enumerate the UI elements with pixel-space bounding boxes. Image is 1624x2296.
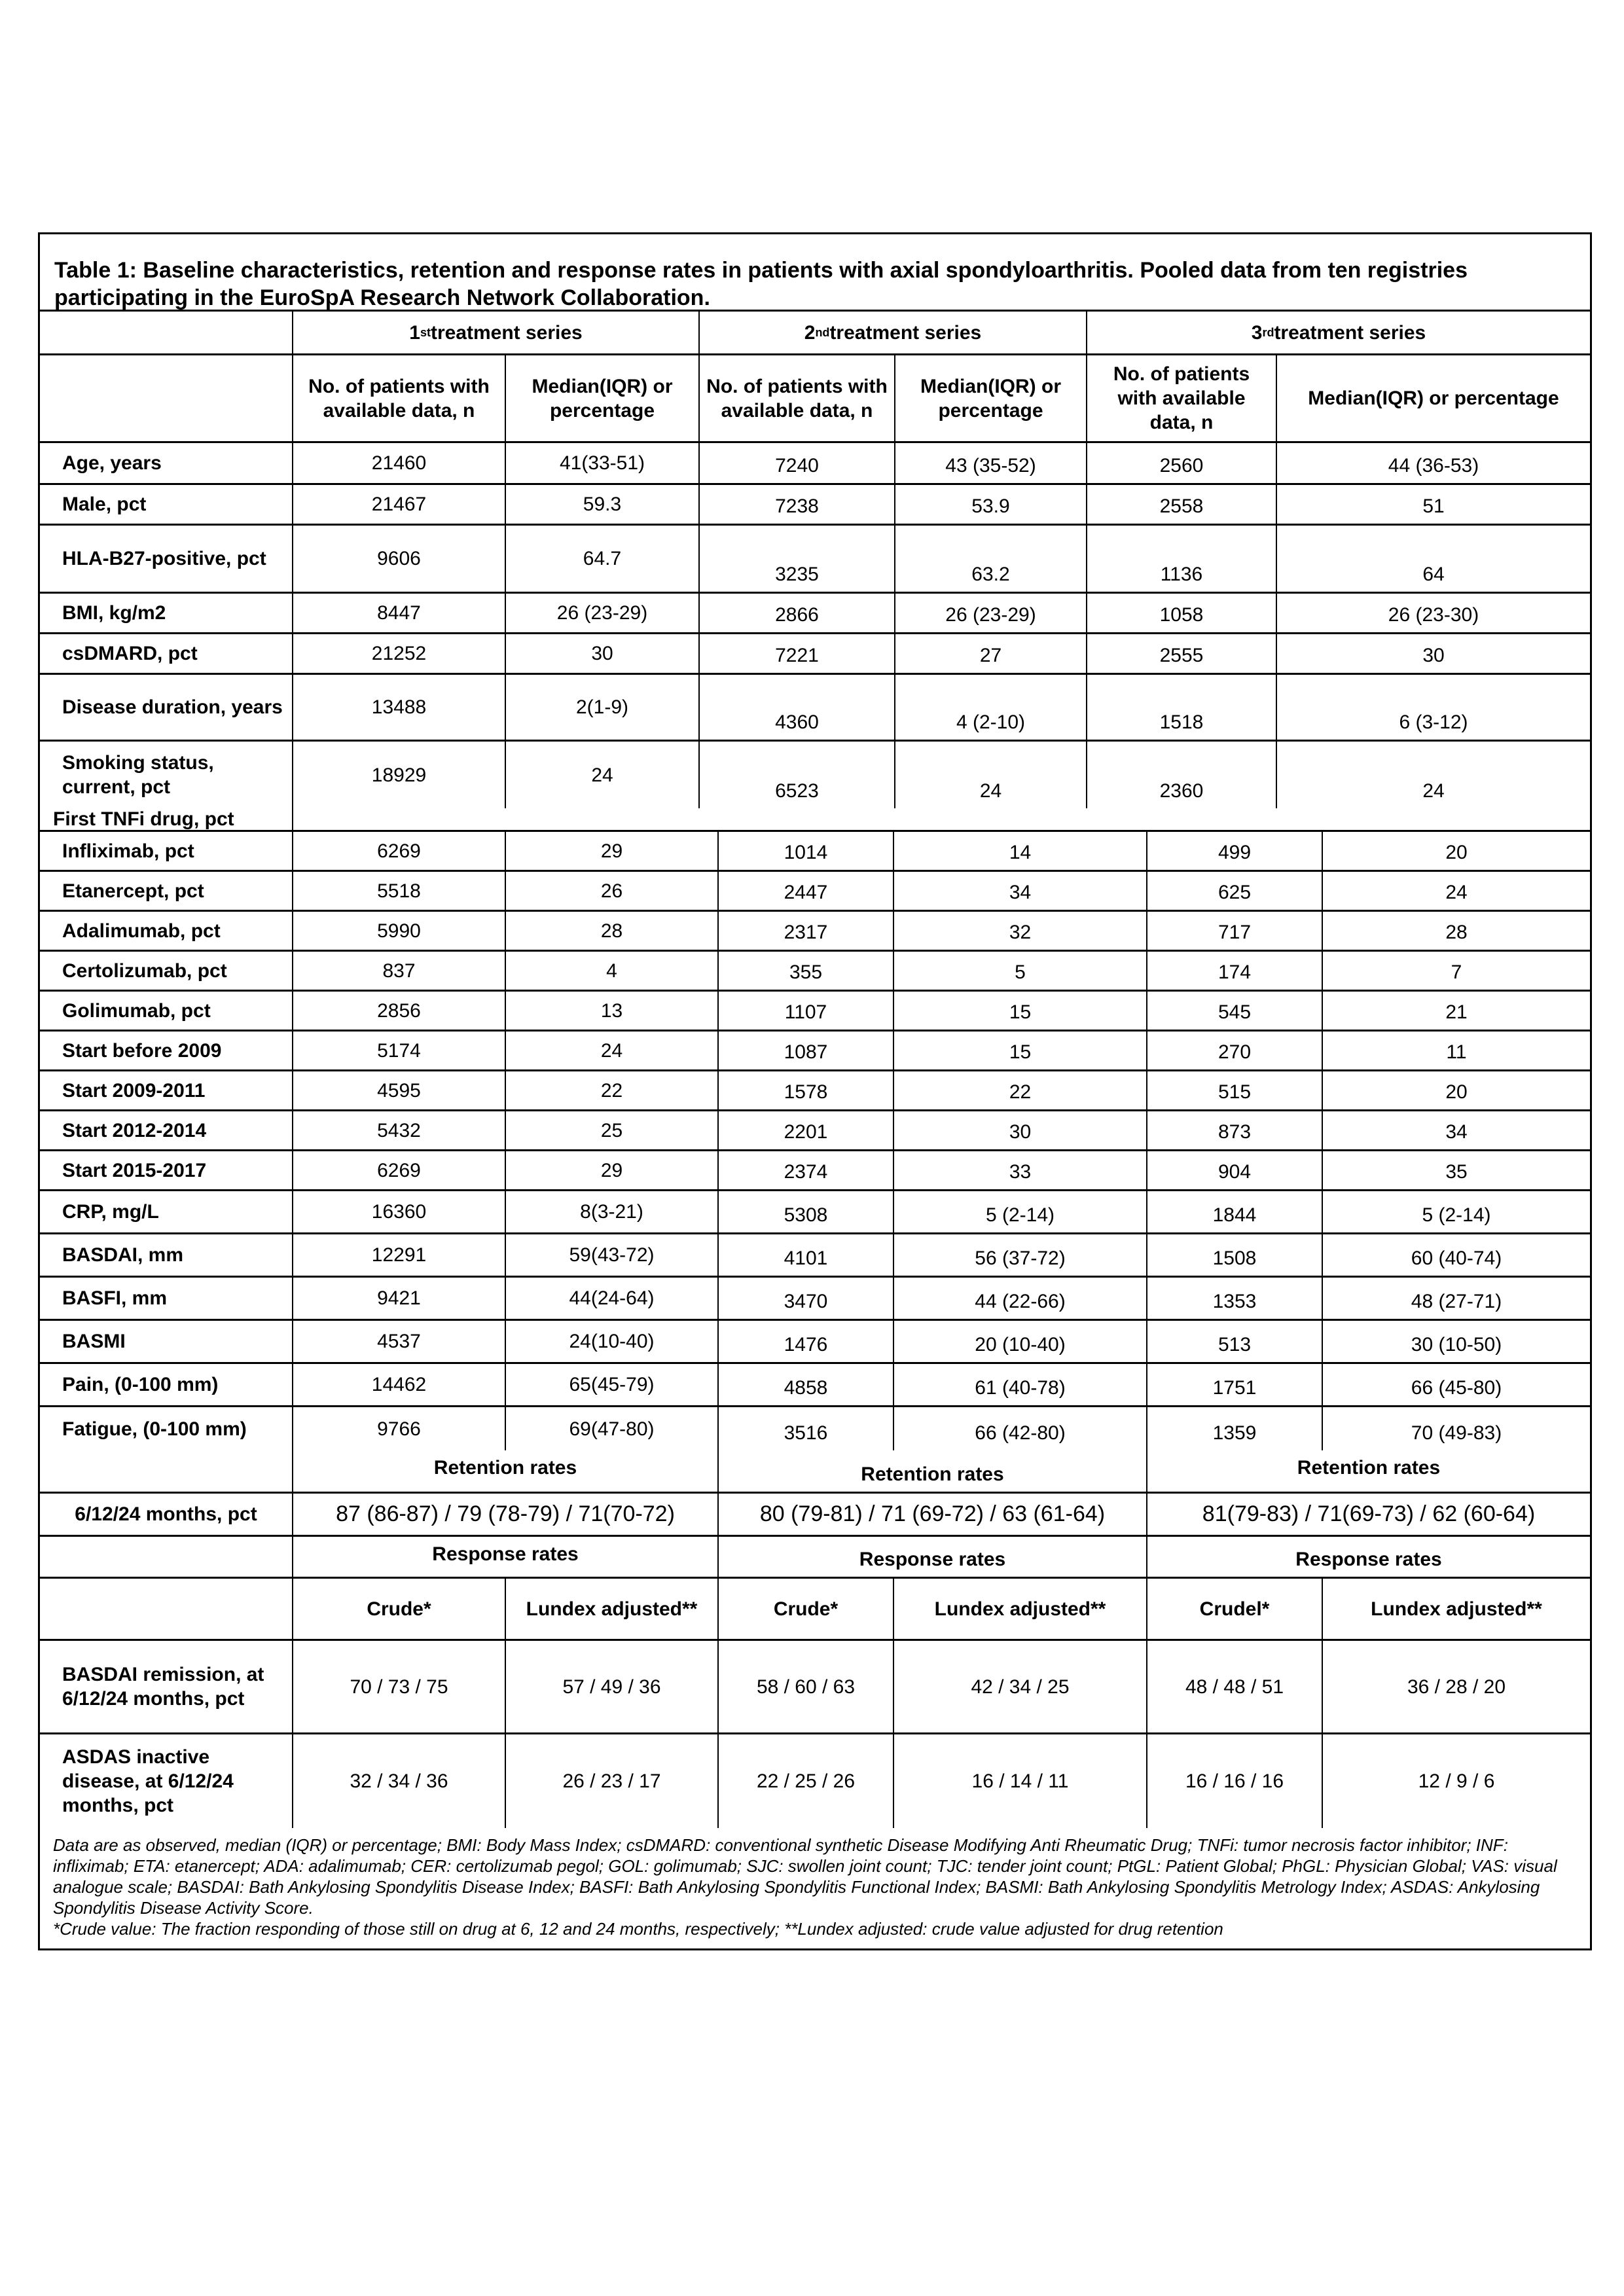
table-row <box>40 1234 1590 1278</box>
table-cell: 2558 <box>1087 485 1277 524</box>
table-row <box>40 443 1590 485</box>
series-num: 1 <box>409 321 420 344</box>
table-cell: 51 <box>1422 495 1445 517</box>
table-cell: 1014 <box>719 832 894 870</box>
table-cell: 25 <box>506 1111 719 1149</box>
table-cell: 64.7 <box>506 526 700 592</box>
empty-cell <box>40 1537 293 1577</box>
row-label: BASFI, mm <box>40 1278 293 1319</box>
row-label: BASDAI remission, at 6/12/24 months, pct <box>40 1641 293 1732</box>
table-cell: 174 <box>1147 952 1323 990</box>
table-cell: 15 <box>894 992 1147 1030</box>
table-cell: 1353 <box>1147 1278 1323 1319</box>
table-cell: 70 / 73 / 75 <box>293 1641 506 1732</box>
table-cell: 717 <box>1147 912 1323 950</box>
table-cell: 53.9 <box>895 485 1087 524</box>
table-cell: 30 <box>1422 645 1445 666</box>
table-row <box>40 1151 1590 1191</box>
series-text: treatment series <box>430 321 583 344</box>
table-row <box>40 742 1590 808</box>
table-cell: 4 <box>506 952 719 990</box>
table-row <box>40 485 1590 526</box>
baseline-rows <box>40 443 1590 808</box>
table-cell: 625 <box>1147 872 1323 910</box>
response-header: Response rates <box>1295 1549 1442 1570</box>
table-cell: 41(33-51) <box>506 443 700 483</box>
empty-cell <box>293 808 1590 830</box>
table-cell: 66 (45-80) <box>1411 1377 1502 1399</box>
first-tnfi-row <box>40 808 1590 832</box>
table-cell: 2447 <box>719 872 894 910</box>
table-cell: 20 <box>1445 1081 1468 1103</box>
table-cell: 9606 <box>293 526 506 592</box>
table-row <box>40 1734 1590 1828</box>
n-col-header: No. of patients with available data, n <box>1087 355 1277 441</box>
table-cell: 2317 <box>719 912 894 950</box>
table-cell: 61 (40-78) <box>894 1364 1147 1405</box>
table-cell: 6 (3-12) <box>1399 711 1468 733</box>
response-rows <box>40 1641 1590 1828</box>
table-cell: 24 <box>506 1031 719 1069</box>
empty-cell <box>40 312 293 353</box>
table-cell: 16 / 14 / 11 <box>894 1734 1147 1828</box>
table-cell: 64 <box>1422 564 1445 585</box>
row-label: Adalimumab, pct <box>40 912 293 950</box>
table-cell: 7240 <box>700 443 895 483</box>
table-cell: 26 <box>506 872 719 910</box>
table-cell: 5518 <box>293 872 506 910</box>
table-cell: 22 <box>894 1071 1147 1109</box>
baseline-table <box>38 232 1592 1950</box>
table-row <box>40 1191 1590 1234</box>
table-row <box>40 634 1590 675</box>
series-header-3 <box>1087 312 1590 353</box>
table-cell: 24(10-40) <box>506 1321 719 1362</box>
table-cell: 26 / 23 / 17 <box>506 1734 719 1828</box>
row-label: BASDAI, mm <box>40 1234 293 1276</box>
response-header: Response rates <box>719 1537 1147 1577</box>
table-row <box>40 992 1590 1031</box>
lundex-header: Lundex adjusted** <box>894 1579 1147 1639</box>
table-cell: 6269 <box>293 1151 506 1189</box>
series-header-row <box>40 312 1590 355</box>
table-cell: 44(24-64) <box>506 1278 719 1319</box>
crude-header: Crudel* <box>1147 1579 1323 1639</box>
n-col-header: No. of patients with available data, n <box>293 355 506 441</box>
table-cell: 515 <box>1147 1071 1323 1109</box>
row-label: Start before 2009 <box>40 1031 293 1069</box>
table-cell: 29 <box>506 832 719 870</box>
table-cell: 4360 <box>700 675 895 740</box>
table-cell: 28 <box>506 912 719 950</box>
table-cell: 1578 <box>719 1071 894 1109</box>
table-cell: 1359 <box>1147 1407 1323 1450</box>
series-sup: st <box>420 325 431 339</box>
table-cell: 2360 <box>1087 742 1277 808</box>
crude-header: Crude* <box>293 1579 506 1639</box>
table-row <box>40 675 1590 742</box>
table-cell: 42 / 34 / 25 <box>894 1641 1147 1732</box>
table-caption: Table 1: Baseline characteristics, retention and response rates in patients with axial spondyloarthritis. Pooled data from ten registries participating in the EuroSpA Research Network Collaboration. <box>40 234 1590 312</box>
series-header-1 <box>293 312 700 353</box>
crude-header: Crude* <box>719 1579 894 1639</box>
table-row <box>40 1364 1590 1407</box>
table-cell: 28 <box>1445 922 1468 943</box>
table-cell: 11 <box>1446 1041 1467 1063</box>
table-cell: 12291 <box>293 1234 506 1276</box>
footnote-definitions: *Crude value: The fraction responding of those still on drug at 6, 12 and 24 months, respectively; **Lundex adjusted: crude value adjusted for drug retention <box>53 1919 1223 1939</box>
empty-cell <box>40 1450 293 1492</box>
table-cell: 36 / 28 / 20 <box>1407 1676 1506 1698</box>
series-sup: nd <box>815 325 830 339</box>
table-cell: 14462 <box>293 1364 506 1405</box>
table-row <box>40 1278 1590 1321</box>
table-cell: 21252 <box>293 634 506 673</box>
row-label: Certolizumab, pct <box>40 952 293 990</box>
table-cell: 66 (42-80) <box>894 1407 1147 1450</box>
retention-value: 87 (86-87) / 79 (78-79) / 71(70-72) <box>293 1494 719 1535</box>
table-row <box>40 1641 1590 1734</box>
series-header-2 <box>700 312 1087 353</box>
table-row <box>40 912 1590 952</box>
table-cell: 44 (36-53) <box>1388 455 1479 476</box>
table-cell: 26 (23-29) <box>506 594 700 632</box>
table-cell: 1508 <box>1147 1234 1323 1276</box>
table-cell: 1751 <box>1147 1364 1323 1405</box>
table-row <box>40 1111 1590 1151</box>
table-cell: 2(1-9) <box>506 675 700 740</box>
response-subheader-row <box>40 1579 1590 1641</box>
row-label: Disease duration, years <box>40 675 293 740</box>
row-label: Start 2009-2011 <box>40 1071 293 1109</box>
column-header-row <box>40 355 1590 443</box>
row-label: Start 2015-2017 <box>40 1151 293 1189</box>
table-cell: 21467 <box>293 485 506 524</box>
table-cell: 1844 <box>1147 1191 1323 1232</box>
table-cell: 499 <box>1147 832 1323 870</box>
table-cell: 21460 <box>293 443 506 483</box>
table-cell: 837 <box>293 952 506 990</box>
row-label: csDMARD, pct <box>40 634 293 673</box>
row-label: Male, pct <box>40 485 293 524</box>
median-col-header: Median(IQR) or percentage <box>1308 387 1559 409</box>
table-cell: 4101 <box>719 1234 894 1276</box>
table-cell: 30 (10-50) <box>1411 1334 1502 1355</box>
table-cell: 270 <box>1147 1031 1323 1069</box>
table-cell: 60 (40-74) <box>1411 1247 1502 1269</box>
table-cell: 3470 <box>719 1278 894 1319</box>
retention-header: Retention rates <box>719 1450 1147 1492</box>
table-cell: 2201 <box>719 1111 894 1149</box>
table-cell: 15 <box>894 1031 1147 1069</box>
table-cell: 22 / 25 / 26 <box>719 1734 894 1828</box>
row-label: Fatigue, (0-100 mm) <box>40 1407 293 1450</box>
median-col-header: Median(IQR) or percentage <box>895 355 1087 441</box>
row-label: Etanercept, pct <box>40 872 293 910</box>
row-label: HLA-B27-positive, pct <box>40 526 293 592</box>
table-cell: 20 <box>1445 842 1468 863</box>
table-cell: 13488 <box>293 675 506 740</box>
table-cell: 1107 <box>719 992 894 1030</box>
row-label: BMI, kg/m2 <box>40 594 293 632</box>
series-sup: rd <box>1262 325 1274 339</box>
table-cell: 1136 <box>1087 526 1277 592</box>
retention-header: Retention rates <box>293 1450 719 1492</box>
table-row <box>40 1071 1590 1111</box>
table-cell: 9766 <box>293 1407 506 1450</box>
table-cell: 2560 <box>1087 443 1277 483</box>
table-cell: 3235 <box>700 526 895 592</box>
table-row <box>40 952 1590 992</box>
table-cell: 20 (10-40) <box>894 1321 1147 1362</box>
table-cell: 7238 <box>700 485 895 524</box>
table-cell: 43 (35-52) <box>895 443 1087 483</box>
table-cell: 48 / 48 / 51 <box>1147 1641 1323 1732</box>
table-cell: 5432 <box>293 1111 506 1149</box>
row-label: Pain, (0-100 mm) <box>40 1364 293 1405</box>
row-label: Start 2012-2014 <box>40 1111 293 1149</box>
row-label: Smoking status, current, pct <box>40 742 293 808</box>
retention-header: Retention rates <box>1297 1457 1441 1479</box>
table-row <box>40 1321 1590 1364</box>
row-label: Golimumab, pct <box>40 992 293 1030</box>
table-cell: 5308 <box>719 1191 894 1232</box>
table-cell: 56 (37-72) <box>894 1234 1147 1276</box>
series-text: treatment series <box>1274 321 1426 344</box>
table-cell: 9421 <box>293 1278 506 1319</box>
retention-value: 80 (79-81) / 71 (69-72) / 63 (61-64) <box>719 1494 1147 1535</box>
table-cell: 59(43-72) <box>506 1234 719 1276</box>
table-cell: 1058 <box>1087 594 1277 632</box>
table-cell: 3516 <box>719 1407 894 1450</box>
table-cell: 14 <box>894 832 1147 870</box>
table-cell: 12 / 9 / 6 <box>1418 1770 1495 1792</box>
n-col-header: No. of patients with available data, n <box>700 355 895 441</box>
retention-header-row <box>40 1450 1590 1494</box>
table-cell: 4595 <box>293 1071 506 1109</box>
table-cell: 29 <box>506 1151 719 1189</box>
table-cell: 34 <box>1445 1121 1468 1143</box>
footnote-abbreviations: Data are as observed, median (IQR) or percentage; BMI: Body Mass Index; csDMARD: conventional synthetic Disease Modifying Anti Rheumatic Drug; TNFi: tumor necrosis factor inhibitor; INF: infliximab; ETA: etanercept; ADA: adalimumab; CER: certolizumab pegol; GOL: golimumab; SJC: swollen joint count; TJC: tender joint count; PtGL: Patient Global; PhGL: Physician Global; VAS: visual analogue scale; BASDAI: Bath Ankylosing Spondylitis Disease Index; BASFI: Bath Ankylosing Spondylitis Functional Index; BASMI: Bath Ankylosing Spondylitis Metrology Index; ASDAS: Ankylosing Spondylitis Disease Activity Score. <box>53 1835 1557 1918</box>
table-cell: 63.2 <box>895 526 1087 592</box>
table-cell: 2856 <box>293 992 506 1030</box>
row-label: CRP, mg/L <box>40 1191 293 1232</box>
table-cell: 59.3 <box>506 485 700 524</box>
table-cell: 35 <box>1445 1161 1468 1183</box>
table-cell: 26 (23-30) <box>1388 604 1479 626</box>
row-label: ASDAS inactive disease, at 6/12/24 months, pct <box>40 1734 293 1828</box>
empty-cell <box>40 1579 293 1639</box>
table-row <box>40 832 1590 872</box>
row-label: BASMI <box>40 1321 293 1362</box>
table-cell: 22 <box>506 1071 719 1109</box>
table-cell: 2555 <box>1087 634 1277 673</box>
table-cell: 32 / 34 / 36 <box>293 1734 506 1828</box>
table-cell: 24 <box>895 742 1087 808</box>
table-row <box>40 526 1590 594</box>
table-cell: 5174 <box>293 1031 506 1069</box>
table-cell: 33 <box>894 1151 1147 1189</box>
table-cell: 34 <box>894 872 1147 910</box>
table-cell: 1476 <box>719 1321 894 1362</box>
table-cell: 5 (2-14) <box>894 1191 1147 1232</box>
row-label: Infliximab, pct <box>40 832 293 870</box>
table-cell: 13 <box>506 992 719 1030</box>
table-cell: 7 <box>1451 961 1462 983</box>
median-col-header: Median(IQR) or percentage <box>506 355 700 441</box>
empty-cell <box>40 355 293 441</box>
row-label: Age, years <box>40 443 293 483</box>
drug-rows <box>40 832 1590 1450</box>
table-cell: 545 <box>1147 992 1323 1030</box>
table-cell: 6523 <box>700 742 895 808</box>
table-cell: 65(45-79) <box>506 1364 719 1405</box>
table-cell: 8(3-21) <box>506 1191 719 1232</box>
table-cell: 4 (2-10) <box>895 675 1087 740</box>
table-cell: 5 (2-14) <box>1422 1204 1491 1226</box>
retention-value: 81(79-83) / 71(69-73) / 62 (60-64) <box>1202 1501 1536 1526</box>
table-cell: 30 <box>506 634 700 673</box>
table-cell: 44 (22-66) <box>894 1278 1147 1319</box>
table-cell: 6269 <box>293 832 506 870</box>
table-cell: 24 <box>1445 882 1468 903</box>
table-cell: 16360 <box>293 1191 506 1232</box>
table-cell: 30 <box>894 1111 1147 1149</box>
table-row <box>40 872 1590 912</box>
table-cell: 48 (27-71) <box>1411 1291 1502 1312</box>
table-cell: 21 <box>1445 1001 1468 1023</box>
table-cell: 904 <box>1147 1151 1323 1189</box>
table-cell: 873 <box>1147 1111 1323 1149</box>
series-num: 3 <box>1251 321 1263 344</box>
table-cell: 18929 <box>293 742 506 808</box>
retention-label: 6/12/24 months, pct <box>40 1494 293 1535</box>
table-cell: 32 <box>894 912 1147 950</box>
table-cell: 513 <box>1147 1321 1323 1362</box>
table-cell: 8447 <box>293 594 506 632</box>
table-cell: 27 <box>895 634 1087 673</box>
table-row <box>40 1031 1590 1071</box>
lundex-header: Lundex adjusted** <box>506 1579 719 1639</box>
table-cell: 5990 <box>293 912 506 950</box>
table-cell: 57 / 49 / 36 <box>506 1641 719 1732</box>
first-tnfi-label: First TNFi drug, pct <box>40 808 293 830</box>
response-header: Response rates <box>293 1537 719 1577</box>
table-cell: 7221 <box>700 634 895 673</box>
table-cell: 1518 <box>1087 675 1277 740</box>
table-cell: 69(47-80) <box>506 1407 719 1450</box>
table-cell: 355 <box>719 952 894 990</box>
table-cell: 26 (23-29) <box>895 594 1087 632</box>
table-row <box>40 594 1590 634</box>
table-row <box>40 1407 1590 1450</box>
series-num: 2 <box>804 321 816 344</box>
footnote <box>40 1828 1590 1948</box>
table-cell: 5 <box>894 952 1147 990</box>
series-text: treatment series <box>829 321 982 344</box>
table-cell: 2866 <box>700 594 895 632</box>
table-cell: 58 / 60 / 63 <box>719 1641 894 1732</box>
table-cell: 1087 <box>719 1031 894 1069</box>
table-cell: 24 <box>506 742 700 808</box>
lundex-header: Lundex adjusted** <box>1371 1598 1542 1620</box>
table-cell: 24 <box>1422 780 1445 802</box>
retention-row <box>40 1494 1590 1537</box>
table-cell: 16 / 16 / 16 <box>1147 1734 1323 1828</box>
table-cell: 2374 <box>719 1151 894 1189</box>
table-cell: 4537 <box>293 1321 506 1362</box>
table-cell: 70 (49-83) <box>1411 1422 1502 1444</box>
response-header-row <box>40 1537 1590 1579</box>
table-cell: 4858 <box>719 1364 894 1405</box>
